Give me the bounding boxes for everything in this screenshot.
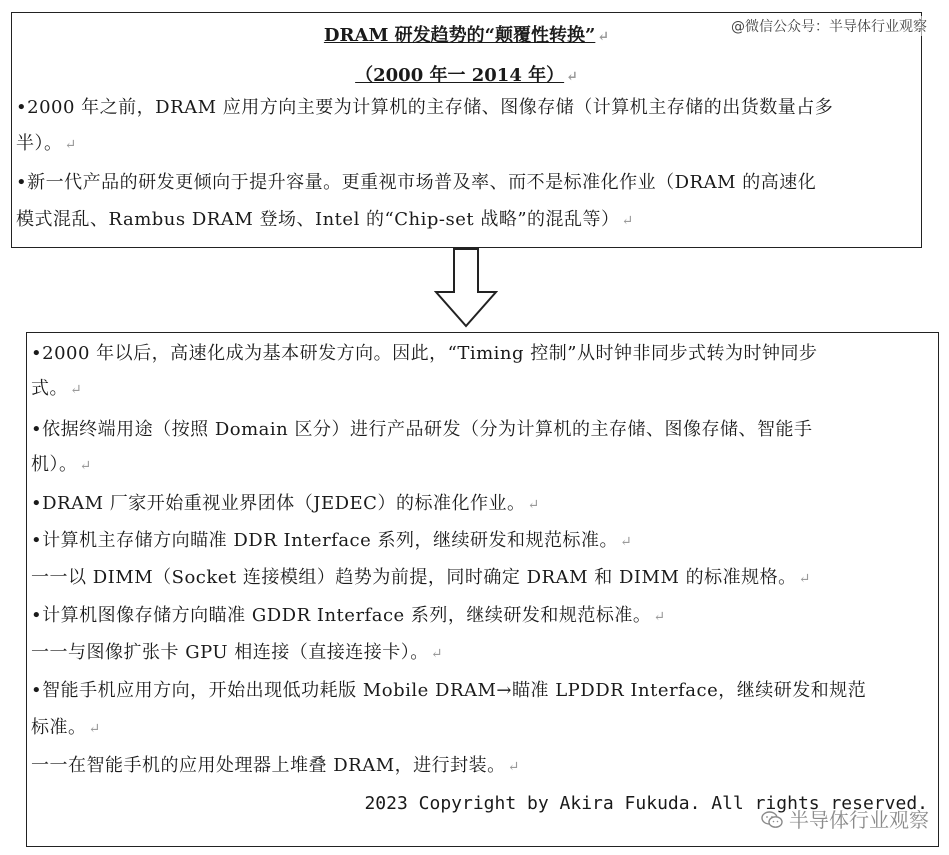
bottom-line-12: 一一在智能手机的应用处理器上堆叠 DRAM，进行封装。 ↵ <box>31 755 520 776</box>
paragraph-mark: ↵ <box>88 721 101 737</box>
bottom-text-box <box>26 332 939 847</box>
paragraph-mark: ↵ <box>597 29 610 45</box>
top-line-1: •2000 年之前，DRAM 应用方向主要为计算机的主存储、图像存储（计算机主存储的出货数量占多 <box>16 97 834 118</box>
subheading <box>12 61 921 87</box>
paragraph-mark: ↵ <box>798 571 811 587</box>
down-arrow-icon <box>434 248 498 328</box>
top-line-2: 半）。 ↵ <box>16 133 77 154</box>
paragraph-mark: ↵ <box>620 534 633 550</box>
paragraph-mark: ↵ <box>430 646 444 662</box>
bottom-line-6: •计算机主存储方向瞄准 DDR Interface 系列，继续研发和规范标准。 ↵ <box>31 530 633 551</box>
watermark-bottom-text: 半导体行业观察 <box>789 808 929 832</box>
paragraph-mark: ↵ <box>507 759 520 775</box>
paragraph-mark: ↵ <box>653 609 666 625</box>
bottom-line-7: 一一以 DIMM（Socket 连接模组）趋势为前提，同时确定 DRAM 和 DIMM 的标准规格。 ↵ <box>31 567 811 588</box>
heading-text: DRAM 研发趋势的“颠覆性转换” <box>323 25 596 46</box>
bottom-line-11: 标准。 ↵ <box>31 717 101 738</box>
bottom-line-9: 一一与图像扩张卡 GPU 相连接（直接连接卡）。 ↵ <box>31 642 444 663</box>
bottom-line-1: •2000 年以后，高速化成为基本研发方向。因此，“Timing 控制”从时钟非同步式转为时钟同步 <box>31 343 818 364</box>
paragraph-mark: ↵ <box>79 458 92 474</box>
top-line-4: 模式混乱、Rambus DRAM 登场、Intel 的“Chip-set 战略”的混乱等） ↵ <box>16 209 634 230</box>
paragraph-mark: ↵ <box>621 213 634 229</box>
paragraph-mark: ↵ <box>64 137 77 153</box>
top-text-box <box>11 12 922 248</box>
paragraph-mark: ↵ <box>70 382 83 398</box>
wechat-icon <box>761 810 783 828</box>
paragraph-mark: ↵ <box>566 69 578 85</box>
bottom-line-8: •计算机图像存储方向瞄准 GDDR Interface 系列，继续研发和规范标准。 ↵ <box>31 605 666 626</box>
bottom-line-2: 式。 ↵ <box>31 378 83 399</box>
watermark-top: @微信公众号：半导体行业观察 <box>731 16 927 36</box>
paragraph-mark: ↵ <box>527 497 540 513</box>
watermark-bottom <box>761 804 929 833</box>
bottom-line-10: •智能手机应用方向，开始出现低功耗版 Mobile DRAM→瞄准 LPDDR Interface，继续研发和规范 <box>31 680 867 701</box>
bottom-line-4: 机）。 ↵ <box>31 454 92 475</box>
bottom-line-3: •依据终端用途（按照 Domain 区分）进行产品研发（分为计算机的主存储、图像存储、智能手 <box>31 419 813 440</box>
subheading-text: （2000 年一 2014 年） <box>355 65 565 86</box>
bottom-line-5: •DRAM 厂家开始重视业界团体（JEDEC）的标准化作业。 ↵ <box>31 493 540 514</box>
top-line-3: •新一代产品的研发更倾向于提升容量。更重视市场普及率、而不是标准化作业（DRAM 的高速化 <box>16 172 817 193</box>
copyright-notice: 2023 Copyright by Akira Fukuda. All rights reserved. <box>364 793 928 814</box>
